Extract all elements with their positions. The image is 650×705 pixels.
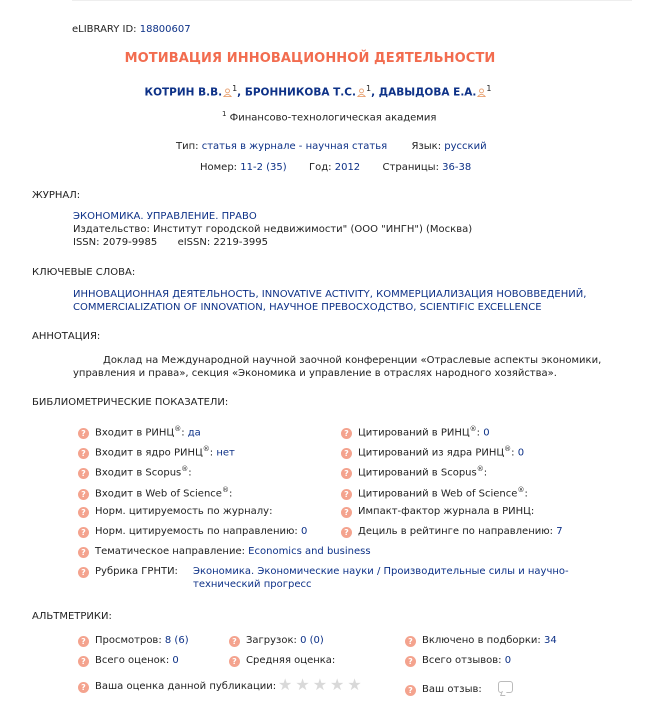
journal-issn [73,237,268,248]
bibliometric-label: Цитирований в Scopus [358,467,477,479]
bibliometric-item [78,425,201,439]
help-icon[interactable]: ? [78,428,89,439]
bibliometric-item [78,506,272,518]
elibrary-id-label: eLIBRARY ID: [72,24,137,35]
grnti-link[interactable]: Экономика. Экономические науки [193,566,374,577]
grnti-link[interactable]: технический прогресс [193,579,312,590]
views-label: Просмотров: [95,635,162,646]
topic-row [78,546,371,558]
issue-row [200,162,471,173]
person-icon[interactable] [357,88,366,97]
help-icon[interactable]: ? [78,527,89,538]
help-icon[interactable]: ? [78,489,89,500]
downloads-label: Загрузок: [246,635,297,646]
help-icon[interactable]: ? [78,507,89,518]
reviews-metric [405,655,511,667]
help-icon[interactable]: ? [78,448,89,459]
bibliometric-sep: : [269,506,273,517]
bibliometric-label: Цитирований в РИНЦ [358,427,470,439]
bibliometric-label: Норм. цитируемость по журналу [95,506,270,517]
lang-label: Язык: [411,141,442,152]
bibliometrics-heading: БИБЛИОМЕТРИЧЕСКИЕ ПОКАЗАТЕЛИ: [32,397,229,408]
bibliometric-sep: : [188,467,192,479]
registered-mark: ® [504,445,512,453]
bibliometric-value[interactable]: нет [216,447,235,459]
bibliometric-item [78,526,307,538]
author-link[interactable]: БРОННИКОВА Т.С. [244,86,356,99]
bibliometric-item [341,506,534,518]
person-icon[interactable] [223,88,232,97]
grnti-label: Рубрика ГРНТИ: [95,566,178,577]
author-link[interactable]: КОТРИН В.В. [144,86,223,99]
bibliometric-sep: : [209,447,214,459]
bibliometric-label: Норм. цитируемость по направлению [95,526,295,537]
annotation-line: Доклад на Международной научной заочной конференции «Отраслевые аспекты экономики, [103,355,602,366]
bibliometric-label: Входит в ядро РИНЦ [95,447,203,459]
registered-mark: ® [517,486,525,494]
reviews-value: 0 [504,655,512,666]
help-icon[interactable]: ? [78,547,89,558]
ratings-label: Всего оценок: [95,655,170,666]
bibliometric-label: Цитирований в Web of Science [358,488,518,500]
elibrary-id [72,24,191,35]
bibliometric-sep: : [549,526,554,537]
your-rating-label: Ваша оценка данной публикации: [95,681,277,692]
help-icon[interactable]: ? [229,656,240,667]
bibliometric-sep: : [181,427,185,439]
registered-mark: ® [469,425,477,433]
topic-link[interactable]: Economics and business [248,546,371,557]
keywords-line[interactable]: ИННОВАЦИОННАЯ ДЕЯТЕЛЬНОСТЬ, INNOVATIVE ACTIVITY, КОММЕРЦИАЛИЗАЦИЯ НОВОВВЕДЕНИЙ, [73,289,587,300]
downloads-metric [229,635,324,647]
help-icon[interactable]: ? [78,468,89,479]
collections-label: Включено в подборки: [422,635,541,646]
registered-mark: ® [476,465,484,473]
bibliometric-label: Входит в Web of Science [95,488,222,500]
bibliometric-item [341,465,487,479]
bibliometric-item [341,526,563,538]
help-icon[interactable]: ? [405,656,416,667]
affiliation [222,110,436,123]
publisher-label: Издательство: [73,224,150,235]
top-divider [72,0,632,1]
year-label: Год: [309,162,332,173]
help-icon[interactable]: ? [405,636,416,647]
avg-rating-metric [229,655,335,667]
help-icon[interactable]: ? [78,636,89,647]
eissn-label: eISSN: [177,237,211,248]
elibrary-id-value: 18800607 [139,24,191,35]
bibliometric-label: Входит в Scopus [95,467,182,479]
help-icon[interactable]: ? [341,468,352,479]
journal-name-link[interactable]: ЭКОНОМИКА. УПРАВЛЕНИЕ. ПРАВО [73,211,257,222]
eissn-value: 2219-3995 [213,237,268,248]
help-icon[interactable]: ? [78,656,89,667]
bibliometric-item [78,445,235,459]
collections-value[interactable]: 34 [543,635,557,646]
collections-metric [405,635,557,647]
type-row [176,141,487,152]
help-icon[interactable]: ? [405,685,416,696]
bibliometric-label: Цитирований из ядра РИНЦ [358,447,505,459]
keywords-heading: КЛЮЧЕВЫЕ СЛОВА: [32,267,136,278]
bibliometric-sep: : [511,447,515,459]
your-review-label: Ваш отзыв: [422,684,482,695]
downloads-value[interactable]: 0 (0) [300,635,324,646]
views-value[interactable]: 8 (6) [164,635,189,646]
help-icon[interactable]: ? [341,448,352,459]
publisher-value: Институт городской недвижимости" (ООО "ИНГН") (Москва) [153,224,473,235]
bibliometric-sep: : [294,526,298,537]
bibliometric-item [341,486,528,500]
bibliometric-sep: : [530,506,535,517]
help-icon[interactable]: ? [78,567,89,578]
bibliometric-value[interactable]: 0 [483,427,490,439]
registered-mark: ® [202,445,210,453]
author-list: КОТРИН В.В. $^1$, БРОННИКОВА Т.С. $^1$, ДАВЫДОВА Е.А. $^1$ [144,84,492,99]
bibliometric-value[interactable]: 7 [556,526,563,537]
help-icon[interactable]: ? [341,507,352,518]
help-icon[interactable]: ? [341,489,352,500]
grnti-value [193,566,569,577]
ratings-metric [78,655,179,667]
article-title: МОТИВАЦИЯ ИННОВАЦИОННОЙ ДЕЯТЕЛЬНОСТИ [124,51,496,66]
help-icon[interactable]: ? [341,428,352,439]
lang-value: русский [444,141,487,152]
bibliometric-sep: : [228,488,233,500]
help-icon[interactable]: ? [341,527,352,538]
bibliometric-value[interactable]: да [187,427,201,439]
help-icon[interactable]: ? [78,682,89,693]
bibliometric-item [78,486,232,500]
keywords-line[interactable]: COMMERCIALIZATION OF INNOVATION, НАУЧНОЕ ПРЕВОСХОДСТВО, SCIENTIFIC EXCELLENCE [73,302,542,313]
help-icon[interactable]: ? [229,636,240,647]
journal-heading: ЖУРНАЛ: [32,190,81,201]
bibliometric-sep: : [524,488,528,500]
grnti-link[interactable]: Производительные силы и научно- [383,566,569,577]
author-affil-sup: 1 [232,84,238,93]
rating-stars[interactable]: ★★★★★ [278,675,365,694]
your-rating-row [78,681,276,693]
year-value: 2012 [334,162,361,173]
author-affil-sup: 1 [486,84,492,93]
annotation-line: управления и права», секция «Экономика и управление в отраслях народного хозяйства». [73,368,557,379]
registered-mark: ® [181,465,189,473]
reviews-label: Всего отзывов: [422,655,502,666]
avg-label: Средняя оценка: [246,655,336,666]
pages-label: Страницы: [382,162,439,173]
your-review-row [405,681,513,696]
views-metric [78,635,189,647]
ratings-value: 0 [172,655,179,666]
bibliometric-label: Импакт-фактор журнала в РИНЦ [358,506,531,517]
pages-value: 36-38 [442,162,472,173]
bibliometric-item [341,445,524,459]
registered-mark: ® [174,425,182,433]
issn-label: ISSN: [73,237,100,248]
bibliometric-sep: : [476,427,481,439]
annotation-heading: АННОТАЦИЯ: [32,331,101,342]
altmetrics-heading: АЛЬТМЕТРИКИ: [32,611,112,622]
bibliometric-label: Дециль в рейтинге по направлению [358,526,550,537]
bibliometric-sep: : [483,467,488,479]
affiliation-sup: 1 [222,110,227,118]
grnti-sep: / [373,566,384,577]
issue-label: Номер: [200,162,238,173]
bibliometric-value[interactable]: 0 [300,526,308,537]
author-link[interactable]: ДАВЫДОВА Е.А. [378,86,477,99]
topic-label: Тематическое направление: [95,546,245,557]
bibliometric-item [78,465,192,479]
issn-value: 2079-9985 [102,237,158,248]
bibliometric-label: Входит в РИНЦ [95,427,175,439]
bibliometric-value[interactable]: 0 [517,447,525,459]
issue-value[interactable]: 11-2 (35) [240,162,287,173]
affiliation-name: Финансово-технологическая академия [229,112,437,124]
registered-mark: ® [221,486,229,494]
comment-icon[interactable] [498,681,513,693]
journal-publisher [73,224,472,235]
bibliometric-item [341,425,490,439]
type-value: статья в журнале - научная статья [201,141,388,152]
grnti-row [78,566,178,578]
type-label: Тип: [176,141,199,152]
author-affil-sup: 1 [365,84,372,93]
